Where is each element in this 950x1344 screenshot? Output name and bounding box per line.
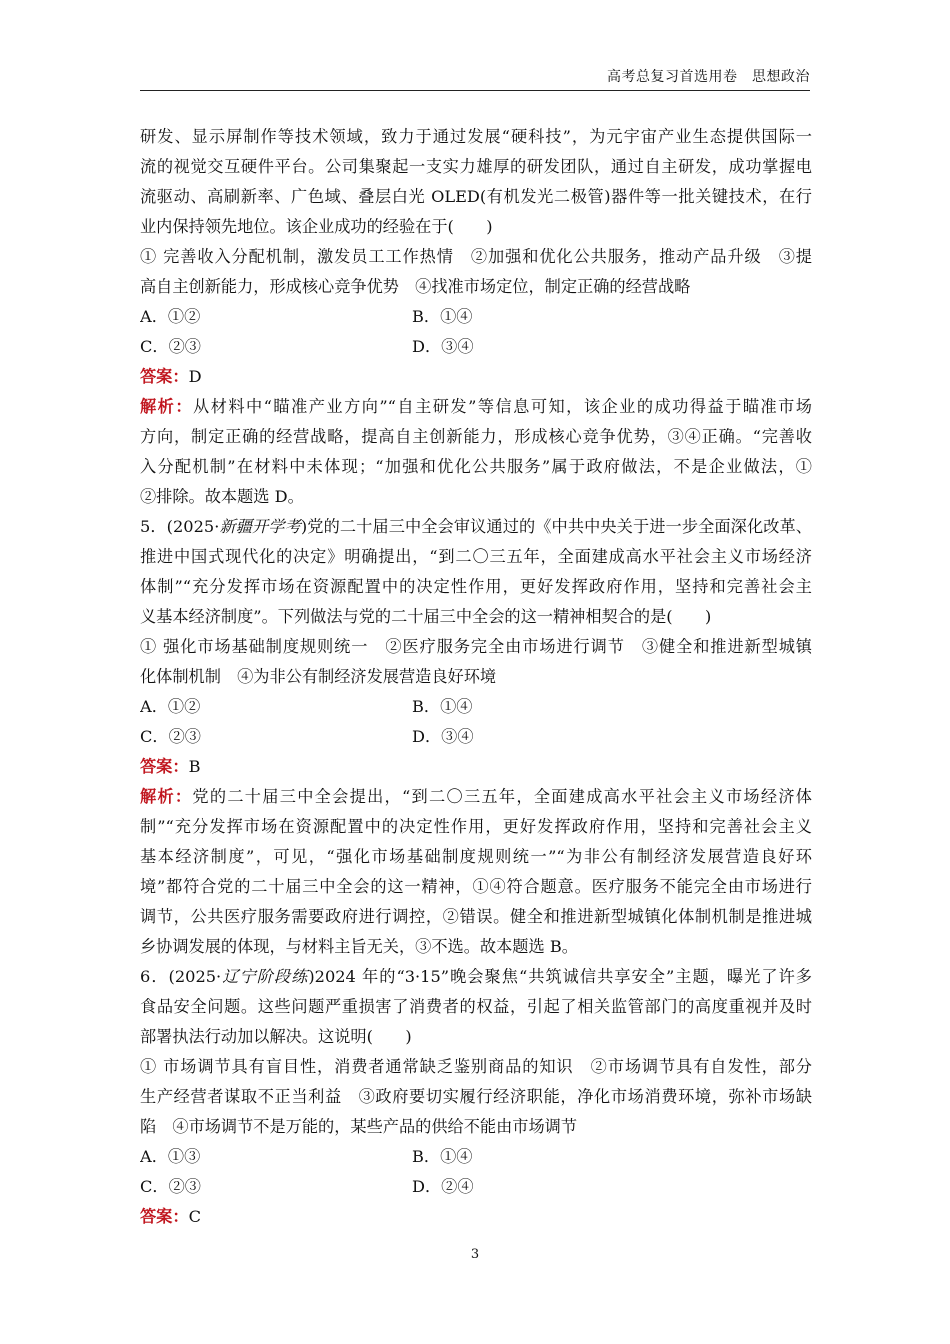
q4-stem-line: 流的视觉交互硬件平台。公司集聚起一支实力雄厚的研发团队，通过自主研发，成功掌握电: [140, 157, 812, 176]
q5-option-b: B．①④: [412, 697, 473, 716]
q5-stem-line: 体制”“充分发挥市场在资源配置中的决定性作用，更好发挥政府作用，坚持和完善社会主: [140, 577, 812, 596]
q6-stem-text: )2024 年的“3·15”晚会聚焦“共筑诚信共享安全”主题，曝光了许多: [308, 967, 812, 986]
q4-option-d: D．③④: [412, 337, 474, 356]
q4-options-row: [140, 332, 812, 362]
q6-stem-line: 食品安全问题。这些问题严重损害了消费者的权益，引起了相关监管部门的高度重视并及时: [140, 997, 812, 1016]
q5-analysis-line: 基本经济制度”，可见，“强化市场基础制度规则统一”“为非公有制经济发展营造良好环: [140, 847, 812, 866]
answer-value: C: [188, 1207, 201, 1226]
q5-analysis-line: 制”“充分发挥市场在资源配置中的决定性作用，更好发挥政府作用，坚持和完善社会主义: [140, 817, 812, 836]
q4-stem-line: 业内保持领先地位。该企业成功的经验在于( ): [140, 217, 493, 236]
q6-option-b: B．①④: [412, 1147, 473, 1166]
answer-value: B: [188, 757, 201, 776]
q4-answer: [140, 362, 812, 392]
analysis-text: 从材料中“瞄准产业方向”“自主研发”等信息可知，该企业的成功得益于瞄准市场: [193, 397, 812, 416]
page-number: 3: [470, 1247, 480, 1262]
q6-options-row: [140, 1172, 812, 1202]
q5-options-row: [140, 692, 812, 722]
q4-stem-line: 研发、显示屏制作等技术领域，致力于通过发展“硬科技”，为元宇宙产业生态提供国际一: [140, 127, 812, 146]
q5-stem-line: 义基本经济制度”。下列做法与党的二十届三中全会的这一精神相契合的是( ): [140, 607, 712, 626]
q5-option-a: A．①②: [140, 697, 201, 716]
q6-item-line: ① 市场调节具有盲目性，消费者通常缺乏鉴别商品的知识 ②市场调节具有自发性，部分: [140, 1057, 812, 1076]
q6-stem-line: 部署执法行动加以解决。这说明( ): [140, 1027, 412, 1046]
page-content: [140, 122, 812, 1232]
header-title: 高考总复习首选用卷 思想政治: [607, 69, 810, 85]
q5-answer: [140, 752, 812, 782]
q4-analysis-line: 方向，制定正确的经营战略，提高自主创新能力，形成核心竞争优势，③④正确。“完善收: [140, 427, 812, 446]
q6-number: 6．(2025·: [140, 967, 222, 986]
q4-stem-line: 流驱动、高刷新率、广色域、叠层白光 OLED(有机发光二极管)器件等一批关键技术，在行: [140, 187, 812, 206]
q6-source: 辽宁阶段练: [221, 967, 309, 986]
q6-option-a: A．①③: [140, 1147, 201, 1166]
answer-label: 答案：: [140, 757, 189, 776]
q5-option-d: D．③④: [412, 727, 474, 746]
question-4: [140, 122, 812, 512]
question-6: [140, 962, 812, 1232]
page-header: [140, 62, 810, 91]
q5-source: 新疆开学考: [219, 517, 301, 536]
q5-analysis-line: 乡协调发展的体现，与材料主旨无关，③不选。故本题选 B。: [140, 937, 578, 956]
q5-analysis-line: 调节，公共医疗服务需要政府进行调控，②错误。健全和推进新型城镇化体制机制是推进城: [140, 907, 812, 926]
q4-options-row: [140, 302, 812, 332]
answer-value: D: [188, 367, 202, 386]
q4-option-a: A．①②: [140, 307, 201, 326]
q4-item-line: 高自主创新能力，形成核心竞争优势 ④找准市场定位，制定正确的经营战略: [140, 277, 691, 296]
answer-label: 答案：: [140, 1207, 189, 1226]
analysis-text: 党的二十届三中全会提出，“到二〇三五年，全面建成高水平社会主义市场经济体: [192, 787, 812, 806]
q5-stem-line: 推进中国式现代化的决定》明确提出，“到二〇三五年，全面建成高水平社会主义市场经济: [140, 547, 812, 566]
question-5: [140, 512, 812, 962]
q5-item-line: 化体制机制 ④为非公有制经济发展营造良好环境: [140, 667, 497, 686]
q4-item-line: ① 完善收入分配机制，激发员工工作热情 ②加强和优化公共服务，推动产品升级 ③提: [140, 247, 812, 266]
q5-option-c: C．②③: [140, 727, 201, 746]
q4-option-c: C．②③: [140, 337, 201, 356]
analysis-label: 解析：: [140, 397, 193, 416]
q6-options-row: [140, 1142, 812, 1172]
q4-analysis-line: ②排除。故本题选 D。: [140, 487, 304, 506]
answer-label: 答案：: [140, 367, 189, 386]
q5-analysis-line: [140, 782, 812, 812]
q4-analysis-line: 入分配机制”在材料中未体现；“加强和优化公共服务”属于政府做法，不是企业做法，①: [140, 457, 812, 476]
q4-option-b: B．①④: [412, 307, 473, 326]
q5-analysis-line: 境”都符合党的二十届三中全会的这一精神，①④符合题意。医疗服务不能完全由市场进行: [140, 877, 812, 896]
q5-options-row: [140, 722, 812, 752]
analysis-label: 解析：: [140, 787, 193, 806]
q5-number: 5．(2025·: [140, 517, 220, 536]
q5-stem-text: )党的二十届三中全会审议通过的《中共中央关于进一步全面深化改革、: [300, 517, 812, 536]
q6-item-line: 陷 ④市场调节不是万能的，某些产品的供给不能由市场调节: [140, 1117, 578, 1136]
q6-option-c: C．②③: [140, 1177, 201, 1196]
q5-item-line: ① 强化市场基础制度规则统一 ②医疗服务完全由市场进行调节 ③健全和推进新型城镇: [140, 637, 812, 656]
q6-item-line: 生产经营者谋取不正当利益 ③政府要切实履行经济职能，净化市场消费环境，弥补市场缺: [140, 1087, 812, 1106]
q5-stem-line: [140, 512, 812, 542]
q6-stem-line: [140, 962, 812, 992]
q6-option-d: D．②④: [412, 1177, 474, 1196]
q6-answer: [140, 1202, 812, 1232]
q4-analysis-line: [140, 392, 812, 422]
